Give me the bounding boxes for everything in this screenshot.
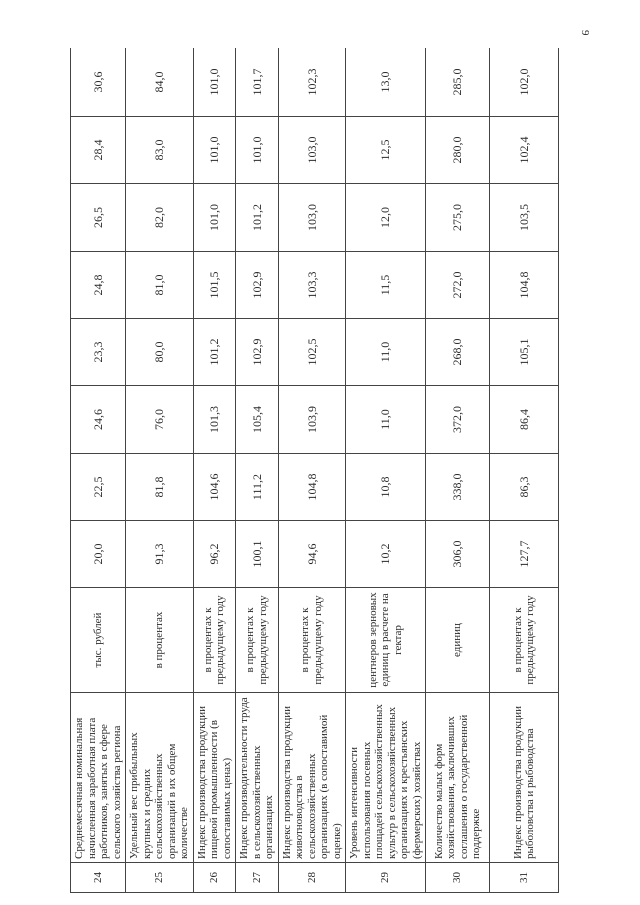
table-row <box>126 48 194 893</box>
table-row <box>426 48 490 893</box>
indicator-value: 104,8 <box>490 252 559 319</box>
rotated-table-container <box>70 48 559 893</box>
unit-of-measure: в процентах <box>126 588 194 693</box>
indicator-value: 105,4 <box>236 386 279 454</box>
indicator-name: Индекс производительности труда в сельскохозяйственных организациях <box>236 693 279 863</box>
indicator-name: Удельный вес прибыльных крупных и средних сельскохозяйственных организаций в их общем количестве <box>126 693 194 863</box>
indicator-value: 11,0 <box>346 386 426 454</box>
indicator-value: 13,0 <box>346 48 426 117</box>
indicator-value: 83,0 <box>126 117 194 184</box>
indicator-value: 10,8 <box>346 454 426 521</box>
indicator-value: 268,0 <box>426 319 490 386</box>
unit-of-measure: тыс. рублей <box>71 588 126 693</box>
indicator-value: 306,0 <box>426 521 490 588</box>
indicator-value: 127,7 <box>490 521 559 588</box>
indicator-value: 80,0 <box>126 319 194 386</box>
indicator-value: 12,5 <box>346 117 426 184</box>
indicator-value: 23,3 <box>71 319 126 386</box>
indicator-value: 111,2 <box>236 454 279 521</box>
indicator-value: 96,2 <box>193 521 236 588</box>
indicator-value: 103,3 <box>278 252 346 319</box>
indicator-value: 22,5 <box>71 454 126 521</box>
indicator-value: 102,0 <box>490 48 559 117</box>
table-row <box>346 48 426 893</box>
unit-of-measure: в процентах к предыдущему году <box>193 588 236 693</box>
indicator-value: 102,9 <box>236 319 279 386</box>
unit-of-measure: единиц <box>426 588 490 693</box>
indicator-value: 280,0 <box>426 117 490 184</box>
row-number: 28 <box>278 863 346 893</box>
row-number: 31 <box>490 863 559 893</box>
indicator-value: 275,0 <box>426 184 490 252</box>
indicators-table <box>70 48 559 893</box>
row-number: 29 <box>346 863 426 893</box>
indicator-value: 10,2 <box>346 521 426 588</box>
indicator-value: 26,5 <box>71 184 126 252</box>
indicator-name: Количество малых форм хозяйствования, заключивших соглашения о государственной поддержке <box>426 693 490 863</box>
indicators-table-region <box>70 48 559 893</box>
indicator-value: 105,1 <box>490 319 559 386</box>
indicator-value: 101,3 <box>193 386 236 454</box>
table-row <box>71 48 126 893</box>
indicator-value: 11,0 <box>346 319 426 386</box>
indicator-value: 101,0 <box>236 117 279 184</box>
indicator-value: 103,0 <box>278 184 346 252</box>
indicator-value: 94,6 <box>278 521 346 588</box>
indicator-value: 86,3 <box>490 454 559 521</box>
indicator-value: 81,0 <box>126 252 194 319</box>
row-number: 30 <box>426 863 490 893</box>
indicator-value: 103,9 <box>278 386 346 454</box>
indicator-value: 91,3 <box>126 521 194 588</box>
indicator-value: 81,8 <box>126 454 194 521</box>
indicator-value: 100,1 <box>236 521 279 588</box>
indicator-value: 101,7 <box>236 48 279 117</box>
row-number: 26 <box>193 863 236 893</box>
table-row <box>490 48 559 893</box>
indicator-value: 285,0 <box>426 48 490 117</box>
row-number: 27 <box>236 863 279 893</box>
indicator-value: 82,0 <box>126 184 194 252</box>
indicator-value: 86,4 <box>490 386 559 454</box>
table-row <box>193 48 236 893</box>
unit-of-measure: в процентах к предыдущему году <box>236 588 279 693</box>
indicator-value: 101,0 <box>193 184 236 252</box>
indicator-value: 84,0 <box>126 48 194 117</box>
indicator-value: 272,0 <box>426 252 490 319</box>
indicator-value: 11,5 <box>346 252 426 319</box>
indicator-value: 102,5 <box>278 319 346 386</box>
table-row <box>236 48 279 893</box>
unit-of-measure: в процентах к предыдущему году <box>490 588 559 693</box>
indicator-value: 372,0 <box>426 386 490 454</box>
indicator-value: 28,4 <box>71 117 126 184</box>
indicator-value: 12,0 <box>346 184 426 252</box>
indicator-value: 103,0 <box>278 117 346 184</box>
indicator-value: 20,0 <box>71 521 126 588</box>
indicator-name: Среднемесячная номинальная начисленная заработная плата работников, занятых в сфере сельского хозяйства региона <box>71 693 126 863</box>
indicator-value: 101,2 <box>236 184 279 252</box>
indicator-value: 102,3 <box>278 48 346 117</box>
indicator-name: Индекс производства продукции рыболовства и рыбоводства <box>490 693 559 863</box>
indicator-value: 102,4 <box>490 117 559 184</box>
indicator-value: 103,5 <box>490 184 559 252</box>
unit-of-measure: в процентах к предыдущему году <box>278 588 346 693</box>
indicator-value: 24,6 <box>71 386 126 454</box>
table-row <box>278 48 346 893</box>
indicator-value: 102,9 <box>236 252 279 319</box>
indicator-name: Индекс производства продукции пищевой промышленности (в сопоставимых ценах) <box>193 693 236 863</box>
indicator-name: Уровень интенсивности использования посевных площадей сельскохозяйственных культур в сельскохозяйственных организациях и крестьянских (фермерских) хозяйствах <box>346 693 426 863</box>
page-number: 9 <box>579 30 591 36</box>
unit-of-measure: центнеров зерновых единиц в расчете на гектар <box>346 588 426 693</box>
indicator-value: 101,5 <box>193 252 236 319</box>
indicator-value: 30,6 <box>71 48 126 117</box>
indicator-name: Индекс производства продукции животноводства в сельскохозяйственных организациях (в сопоставимой оценке) <box>278 693 346 863</box>
row-number: 25 <box>126 863 194 893</box>
table-body <box>71 48 559 893</box>
indicator-value: 104,6 <box>193 454 236 521</box>
indicator-value: 101,2 <box>193 319 236 386</box>
indicator-value: 101,0 <box>193 117 236 184</box>
row-number: 24 <box>71 863 126 893</box>
indicator-value: 101,0 <box>193 48 236 117</box>
indicator-value: 76,0 <box>126 386 194 454</box>
indicator-value: 24,8 <box>71 252 126 319</box>
indicator-value: 338,0 <box>426 454 490 521</box>
indicator-value: 104,8 <box>278 454 346 521</box>
